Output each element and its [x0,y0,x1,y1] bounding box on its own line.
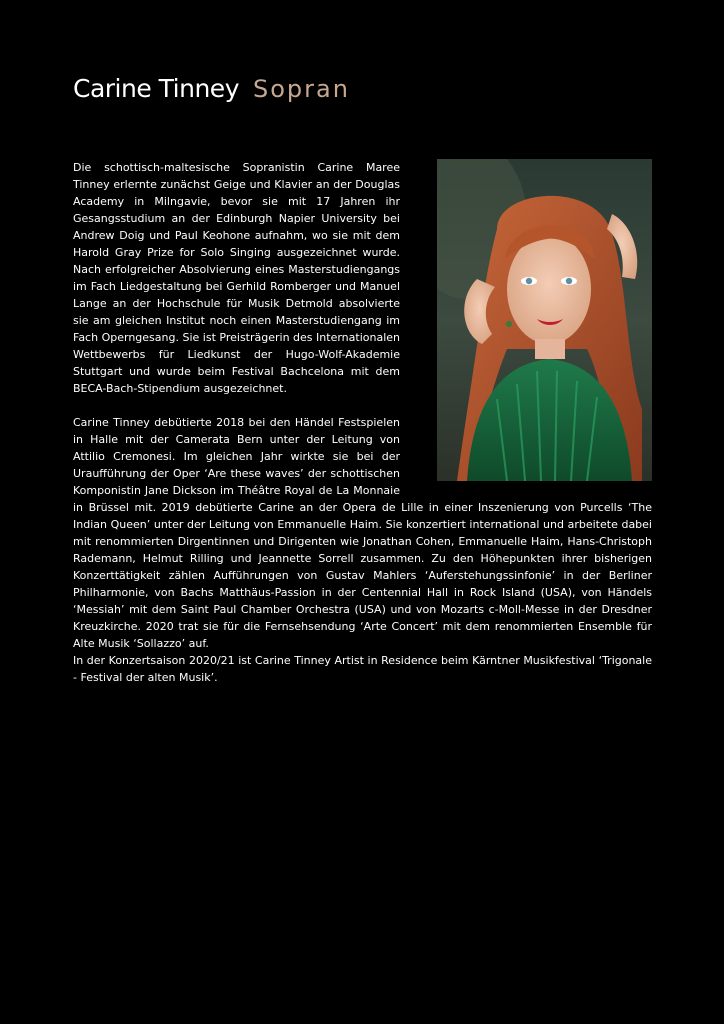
bio-content [73,159,652,686]
page-header [73,74,350,103]
bio-paragraph-2: Carine Tinney debütierte 2018 bei den Händel Festspielen in Halle mit der Camerata Bern unter der Leitung von Attilio Cremonesi. Im gleichen Jahr wirkte sie bei der Uraufführung der Oper ‘Are these waves’ der schottischen Komponistin Jane Dickson im Théâtre Royal de La Monnaie in Brüssel mit. 2019 debütierte Carine an der Opera de Lille in einer Inszenierung von Purcells ‘The Indian Queen’ unter der Leitung von Emmanuelle Haim. Sie konzertiert international und arbeitete dabei mit renommierten Dirgentinnen und Dirigenten wie Jonathan Cohen, Emmanuelle Haim, Hans-Christoph Rademann, Helmut Rilling und Jeannette Sorrell zusammen. Zu den Höhepunkten ihrer bisherigen Konzerttätigkeit zählen Aufführungen von Gustav Mahlers ‘Auferstehungssinfonie’ in der Berliner Philharmonie, von Bachs Matthäus-Passion in der Centennial Hall in Rock Island (USA), von Händels ‘Messiah’ mit dem Saint Paul Chamber Orchestra (USA) und von Mozarts c-Moll-Messe in der Dresdner Kreuzkirche. 2020 trat sie für die Fernsehsendung ‘Arte Concert’ mit dem renommierten Ensemble für Alte Musik ‘Sollazzo’ auf. [73,416,652,650]
artist-voice-type: Sopran [253,75,350,103]
portrait-photo-icon [437,159,652,481]
artist-name: Carine Tinney [73,74,239,103]
bio-paragraph-3: In der Konzertsaison 2020/21 ist Carine Tinney Artist in Residence beim Kärntner Musikfestival ‘Trigonale - Festival der alten Musik’. [73,654,652,684]
bio-paragraph-1: Die schottisch-maltesische Sopranistin Carine Maree Tinney erlernte zunächst Geige und Klavier an der Douglas Academy in Milngavie, bevor sie mit 17 Jahren ihr Gesangsstudium an der Edinburgh Napier University bei Andrew Doig und Paul Keohone aufnahm, wo sie mit dem Harold Gray Prize for Solo Singing ausgezeichnet wurde. Nach erfolgreicher Absolvierung eines Masterstudiengangs im Fach Liedgestaltung bei Gerhild Romberger und Manuel Lange an der Hochschule für Musik Detmold absolvierte sie am gleichen Institut noch einen Masterstudiengang im Fach Operngesang. Sie ist Preisträgerin des Internationalen Wettbewerbs für Liedkunst der Hugo-Wolf-Akademie Stuttgart und wurde beim Festival Bachcelona mit dem BECA-Bach-Stipendium ausgezeichnet. [73,161,400,395]
